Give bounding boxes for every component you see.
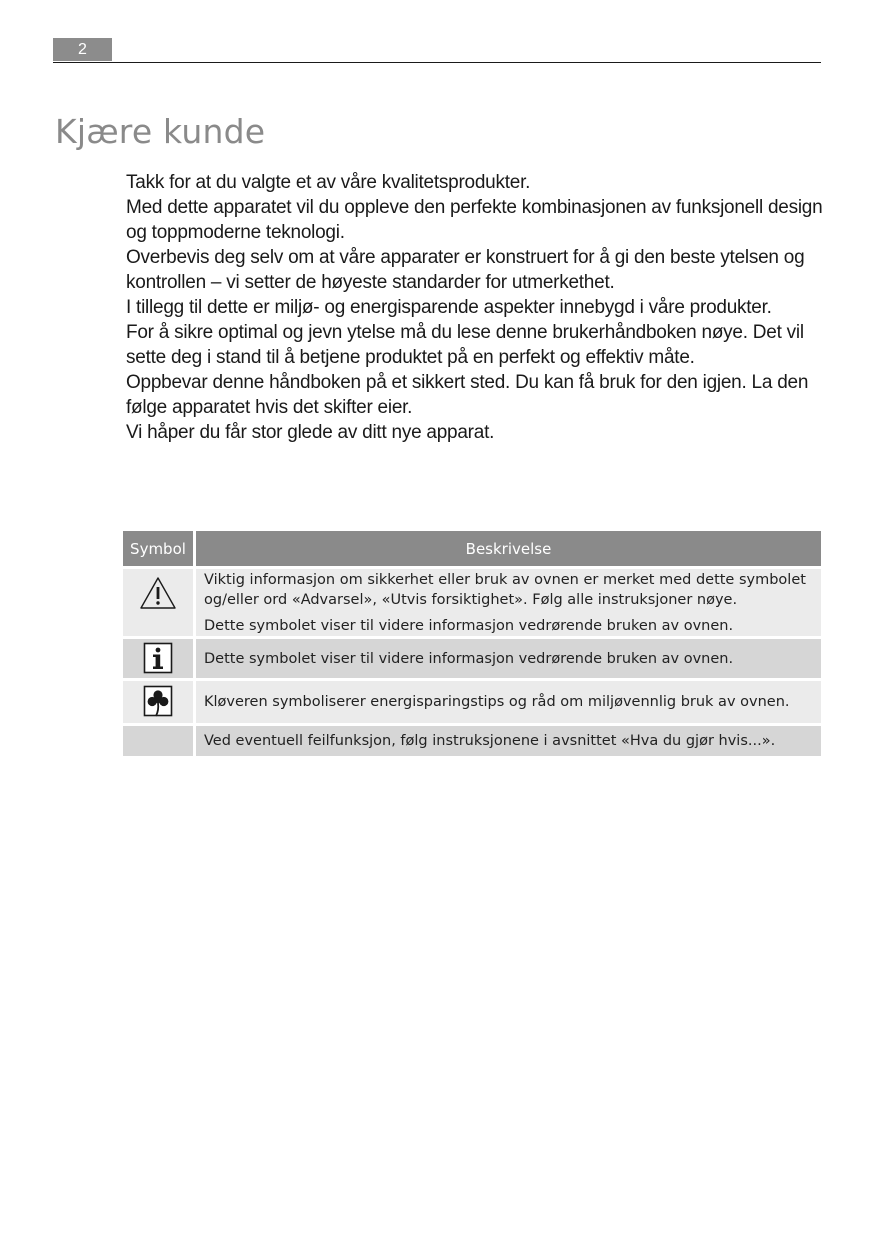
symbol-table [123,531,821,756]
description-text: Viktig informasjon om sikkerhet eller bruk av ovnen er merket med dette symbolet og/eller ord «Advarsel», «Utvis forsiktighet». Følg alle instruksjoner nøye. [204,572,806,608]
symbol-cell [123,723,196,756]
page-title: Kjære kunde [55,112,266,151]
intro-paragraph: Med dette apparatet vil du oppleve den perfekte kombinasjonen av funksjonell design og toppmoderne teknologi. [126,197,823,243]
column-header-symbol: Symbol [123,531,196,566]
description-text: Ved eventuell feilfunksjon, følg instruksjonene i avsnittet «Hva du gjør hvis...». [204,733,776,749]
table-row [123,723,821,756]
table-row [123,678,821,723]
description-cell [196,566,821,636]
table-row [123,566,821,636]
symbol-cell [123,678,196,723]
description-cell [196,636,821,678]
description-text: Dette symbolet viser til videre informasjon vedrørende bruken av ovnen. [204,650,734,667]
symbol-cell [123,636,196,678]
header-rule [53,62,821,63]
clover-icon [143,681,173,723]
intro-paragraph: I tillegg til dette er miljø- og energisparende aspekter innebygd i våre produkter. [126,297,772,318]
intro-paragraph: Takk for at du valgte et av våre kvalitetsprodukter. [126,172,531,193]
description-text: Kløveren symboliserer energisparingstips og råd om miljøvennlig bruk av ovnen. [204,694,790,710]
table-row [123,636,821,678]
intro-paragraph: Overbevis deg selv om at våre apparater er konstruert for å gi den beste ytelsen og kontrollen – vi setter de høyeste standarder for utmerkethet. [126,247,805,293]
intro-paragraph: For å sikre optimal og jevn ytelse må du lese denne brukerhåndboken nøye. Det vil sette deg i stand til å betjene produktet på en perfekt og effektiv måte. [126,322,804,368]
description-cell [196,678,821,723]
info-icon [143,639,173,678]
intro-text [126,170,826,445]
table-header-row [123,531,821,566]
intro-paragraph: Vi håper du får stor glede av ditt nye apparat. [126,422,495,443]
page-number: 2 [53,38,112,61]
intro-paragraph: Oppbevar denne håndboken på et sikkert sted. Du kan få bruk for den igjen. La den følge apparatet hvis det skifter eier. [126,372,809,418]
description-cell [196,723,821,756]
warning-triangle-icon [138,569,178,615]
column-header-description: Beskrivelse [196,531,821,566]
symbol-cell [123,566,196,636]
description-text: Dette symbolet viser til videre informasjon vedrørende bruken av ovnen. [204,618,734,634]
